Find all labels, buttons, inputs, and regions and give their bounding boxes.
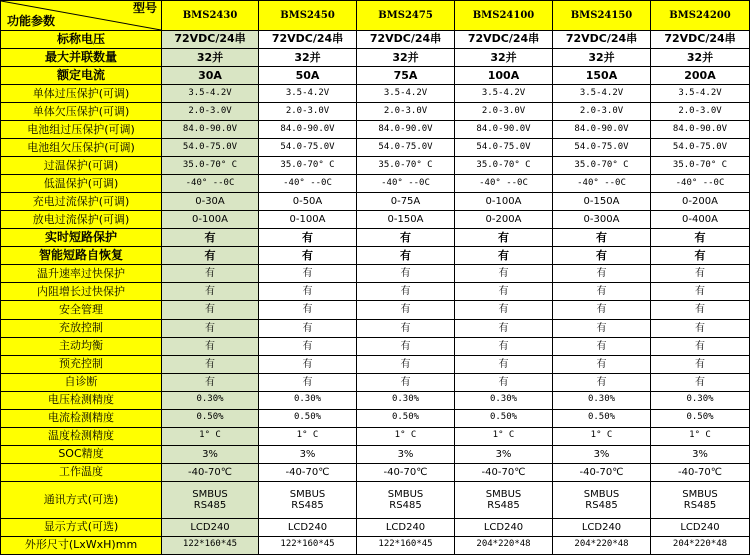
model-header: BMS2430 [162, 1, 259, 31]
spec-cell: 122*160*45 [259, 536, 357, 554]
table-row [1, 319, 750, 337]
spec-cell: 72VDC/24串 [651, 31, 750, 49]
table-row [1, 139, 750, 157]
spec-cell: LCD240 [357, 518, 455, 536]
header-row [1, 1, 750, 31]
spec-cell: 有 [259, 247, 357, 265]
spec-cell: 有 [162, 247, 259, 265]
spec-cell: 0.30% [162, 391, 259, 409]
row-label: 电池组过压保护(可调) [1, 121, 162, 139]
spec-cell: 有 [357, 229, 455, 247]
spec-body [1, 31, 750, 555]
spec-cell: 32并 [357, 49, 455, 67]
table-row [1, 193, 750, 211]
spec-cell: 有 [455, 355, 553, 373]
spec-cell: 100A [455, 67, 553, 85]
spec-cell: 有 [651, 355, 750, 373]
spec-cell: 50A [259, 67, 357, 85]
row-label: 实时短路保护 [1, 229, 162, 247]
spec-cell: LCD240 [259, 518, 357, 536]
row-label: 主动均衡 [1, 337, 162, 355]
spec-cell: 有 [651, 337, 750, 355]
spec-cell: 72VDC/24串 [162, 31, 259, 49]
spec-cell: 有 [259, 229, 357, 247]
row-label: 充放控制 [1, 319, 162, 337]
table-row [1, 373, 750, 391]
table-row [1, 175, 750, 193]
table-row [1, 337, 750, 355]
spec-cell: 0-75A [357, 193, 455, 211]
spec-cell: 72VDC/24串 [357, 31, 455, 49]
table-row [1, 247, 750, 265]
row-label: 外形尺寸(LxWxH)mm [1, 536, 162, 554]
spec-cell: -40° --0C [651, 175, 750, 193]
spec-cell: 204*220*48 [455, 536, 553, 554]
spec-cell: 有 [455, 283, 553, 301]
spec-cell: 84.0-90.0V [259, 121, 357, 139]
spec-cell: 有 [259, 265, 357, 283]
spec-cell: 有 [651, 373, 750, 391]
spec-cell: 32并 [651, 49, 750, 67]
spec-cell: 150A [553, 67, 651, 85]
spec-cell: 有 [259, 283, 357, 301]
table-row [1, 85, 750, 103]
spec-cell: -40-70℃ [162, 463, 259, 481]
spec-cell: 75A [357, 67, 455, 85]
table-row [1, 103, 750, 121]
spec-cell: 0.30% [553, 391, 651, 409]
table-row [1, 157, 750, 175]
spec-cell: 35.0-70° C [455, 157, 553, 175]
spec-cell: 3% [651, 445, 750, 463]
spec-cell: 有 [357, 247, 455, 265]
spec-cell: 32并 [259, 49, 357, 67]
spec-cell [259, 481, 357, 518]
spec-cell: 84.0-90.0V [162, 121, 259, 139]
row-label: 安全管理 [1, 301, 162, 319]
spec-cell: 54.0-75.0V [553, 139, 651, 157]
spec-cell: 有 [455, 229, 553, 247]
spec-cell: 0.50% [357, 409, 455, 427]
spec-cell: 有 [259, 337, 357, 355]
spec-cell: 2.0-3.0V [651, 103, 750, 121]
row-label: 额定电流 [1, 67, 162, 85]
table-row [1, 481, 750, 518]
spec-cell: 1° C [357, 427, 455, 445]
spec-cell: 有 [357, 301, 455, 319]
spec-cell: 0.50% [553, 409, 651, 427]
row-label: 内阻增长过快保护 [1, 283, 162, 301]
row-label: 温升速率过快保护 [1, 265, 162, 283]
spec-cell: 有 [553, 247, 651, 265]
spec-cell [455, 481, 553, 518]
spec-cell: 2.0-3.0V [455, 103, 553, 121]
spec-cell: 1° C [651, 427, 750, 445]
spec-cell: 1° C [553, 427, 651, 445]
model-header: BMS2475 [357, 1, 455, 31]
spec-cell: 35.0-70° C [651, 157, 750, 175]
spec-cell: 有 [162, 373, 259, 391]
spec-cell: 有 [455, 265, 553, 283]
spec-cell: 有 [455, 373, 553, 391]
spec-cell: 0-300A [553, 211, 651, 229]
spec-cell-line: RS485 [193, 499, 227, 511]
spec-cell: 0.30% [357, 391, 455, 409]
row-label: 单体过压保护(可调) [1, 85, 162, 103]
row-label: 预充控制 [1, 355, 162, 373]
spec-cell: 有 [357, 355, 455, 373]
spec-cell: 有 [553, 265, 651, 283]
table-row [1, 536, 750, 554]
spec-cell: 32并 [455, 49, 553, 67]
model-header: BMS24200 [651, 1, 750, 31]
spec-cell: 有 [455, 337, 553, 355]
spec-cell: 2.0-3.0V [357, 103, 455, 121]
spec-cell: LCD240 [162, 518, 259, 536]
spec-cell: 0-100A [162, 211, 259, 229]
spec-cell: 有 [162, 355, 259, 373]
row-label: 电流检测精度 [1, 409, 162, 427]
spec-cell: 有 [162, 301, 259, 319]
spec-cell: 200A [651, 67, 750, 85]
spec-cell: 0.50% [651, 409, 750, 427]
row-label: 低温保护(可调) [1, 175, 162, 193]
spec-cell: 有 [455, 301, 553, 319]
spec-cell: 35.0-70° C [553, 157, 651, 175]
spec-cell: 84.0-90.0V [651, 121, 750, 139]
spec-cell: 0.50% [162, 409, 259, 427]
spec-cell: 有 [553, 319, 651, 337]
spec-cell: 72VDC/24串 [553, 31, 651, 49]
spec-cell: 有 [357, 319, 455, 337]
table-row [1, 427, 750, 445]
spec-cell: 有 [651, 301, 750, 319]
spec-cell: 84.0-90.0V [357, 121, 455, 139]
spec-cell: 0-150A [357, 211, 455, 229]
spec-cell-line: SMBUS [289, 488, 326, 500]
spec-cell: 54.0-75.0V [162, 139, 259, 157]
spec-cell: -40° --0C [162, 175, 259, 193]
table-row [1, 518, 750, 536]
spec-cell: 1° C [259, 427, 357, 445]
spec-cell: 有 [553, 355, 651, 373]
spec-cell: 54.0-75.0V [455, 139, 553, 157]
spec-cell [162, 481, 259, 518]
spec-cell: 有 [259, 355, 357, 373]
table-row [1, 49, 750, 67]
spec-cell: 3.5-4.2V [651, 85, 750, 103]
row-label: 显示方式(可选) [1, 518, 162, 536]
table-row [1, 229, 750, 247]
table-row [1, 463, 750, 481]
spec-cell: 3% [162, 445, 259, 463]
spec-cell: -40° --0C [357, 175, 455, 193]
spec-cell: 2.0-3.0V [259, 103, 357, 121]
table-row [1, 265, 750, 283]
spec-cell: 204*220*48 [651, 536, 750, 554]
spec-cell: 35.0-70° C [162, 157, 259, 175]
row-label: 电池组欠压保护(可调) [1, 139, 162, 157]
spec-cell: 3% [259, 445, 357, 463]
spec-cell: 有 [553, 337, 651, 355]
table-row [1, 283, 750, 301]
spec-cell: 32并 [553, 49, 651, 67]
spec-cell: 32并 [162, 49, 259, 67]
spec-cell: 0.30% [259, 391, 357, 409]
spec-cell: 1° C [455, 427, 553, 445]
table-row [1, 445, 750, 463]
row-label: 充电过流保护(可调) [1, 193, 162, 211]
corner-cell [1, 1, 162, 31]
spec-cell: 3.5-4.2V [259, 85, 357, 103]
spec-cell: -40° --0C [455, 175, 553, 193]
spec-cell: 有 [357, 283, 455, 301]
spec-cell: 有 [259, 319, 357, 337]
spec-cell [357, 481, 455, 518]
model-header-label: 型号 [132, 1, 157, 15]
spec-cell: -40-70℃ [651, 463, 750, 481]
spec-cell: 有 [553, 301, 651, 319]
spec-cell: 0-400A [651, 211, 750, 229]
table-row [1, 121, 750, 139]
spec-cell: 有 [455, 247, 553, 265]
spec-cell: -40-70℃ [357, 463, 455, 481]
spec-cell: 有 [455, 319, 553, 337]
spec-cell: 72VDC/24串 [259, 31, 357, 49]
function-header-label: 功能参数 [7, 13, 56, 28]
spec-cell-line: SMBUS [485, 488, 522, 500]
spec-cell: 3% [553, 445, 651, 463]
spec-cell: 0-200A [455, 211, 553, 229]
spec-cell: 有 [651, 283, 750, 301]
spec-cell: 3.5-4.2V [162, 85, 259, 103]
spec-cell: 有 [553, 229, 651, 247]
spec-cell: 84.0-90.0V [553, 121, 651, 139]
spec-cell-line: SMBUS [583, 488, 620, 500]
spec-cell: -40-70℃ [259, 463, 357, 481]
spec-cell: 54.0-75.0V [651, 139, 750, 157]
table-row [1, 409, 750, 427]
model-header: BMS24150 [553, 1, 651, 31]
spec-cell-line: SMBUS [192, 488, 228, 500]
spec-cell: 有 [553, 373, 651, 391]
spec-cell: 有 [259, 373, 357, 391]
row-label: 单体欠压保护(可调) [1, 103, 162, 121]
spec-cell: 有 [357, 373, 455, 391]
spec-cell-line: SMBUS [682, 488, 718, 500]
spec-cell-line: RS485 [389, 499, 422, 511]
spec-cell: 0-50A [259, 193, 357, 211]
spec-cell: 3% [455, 445, 553, 463]
spec-cell: 3% [357, 445, 455, 463]
spec-cell: 3.5-4.2V [553, 85, 651, 103]
spec-cell-line: SMBUS [387, 488, 424, 500]
spec-cell: 有 [357, 337, 455, 355]
row-label: SOC精度 [1, 445, 162, 463]
spec-cell-line: RS485 [585, 499, 618, 511]
spec-cell: 54.0-75.0V [357, 139, 455, 157]
spec-cell: 204*220*48 [553, 536, 651, 554]
spec-cell: 0-100A [455, 193, 553, 211]
spec-cell: 122*160*45 [162, 536, 259, 554]
row-label: 标称电压 [1, 31, 162, 49]
table-row [1, 31, 750, 49]
spec-cell: 0.50% [455, 409, 553, 427]
spec-cell: 0.30% [455, 391, 553, 409]
spec-cell: -40° --0C [553, 175, 651, 193]
model-header: BMS2450 [259, 1, 357, 31]
spec-cell: 有 [651, 229, 750, 247]
spec-cell: 84.0-90.0V [455, 121, 553, 139]
spec-cell: -40-70℃ [553, 463, 651, 481]
spec-cell: 有 [651, 319, 750, 337]
spec-cell: 1° C [162, 427, 259, 445]
spec-cell: 72VDC/24串 [455, 31, 553, 49]
spec-cell: 有 [162, 337, 259, 355]
spec-cell: LCD240 [553, 518, 651, 536]
spec-cell: LCD240 [455, 518, 553, 536]
spec-cell: 有 [651, 265, 750, 283]
spec-cell: 0.50% [259, 409, 357, 427]
spec-cell: 35.0-70° C [259, 157, 357, 175]
spec-cell: 0-150A [553, 193, 651, 211]
spec-cell: 3.5-4.2V [455, 85, 553, 103]
spec-cell: 35.0-70° C [357, 157, 455, 175]
row-label: 放电过流保护(可调) [1, 211, 162, 229]
spec-cell: 122*160*45 [357, 536, 455, 554]
spec-cell: 有 [357, 265, 455, 283]
spec-cell-line: RS485 [683, 499, 717, 511]
table-row [1, 67, 750, 85]
row-label: 通讯方式(可选) [1, 481, 162, 518]
spec-cell: -40-70℃ [455, 463, 553, 481]
spec-cell: 0-200A [651, 193, 750, 211]
spec-cell: 有 [162, 265, 259, 283]
spec-cell-line: RS485 [291, 499, 324, 511]
spec-cell [553, 481, 651, 518]
spec-cell: 有 [162, 283, 259, 301]
row-label: 过温保护(可调) [1, 157, 162, 175]
spec-cell: 0-100A [259, 211, 357, 229]
spec-cell: 有 [651, 247, 750, 265]
spec-cell: 2.0-3.0V [162, 103, 259, 121]
row-label: 温度检测精度 [1, 427, 162, 445]
spec-cell: 0.30% [651, 391, 750, 409]
table-row [1, 211, 750, 229]
table-row [1, 391, 750, 409]
spec-cell: 54.0-75.0V [259, 139, 357, 157]
spec-cell: LCD240 [651, 518, 750, 536]
row-label: 最大并联数量 [1, 49, 162, 67]
spec-cell: 3.5-4.2V [357, 85, 455, 103]
spec-cell: 有 [162, 229, 259, 247]
row-label: 电压检测精度 [1, 391, 162, 409]
row-label: 工作温度 [1, 463, 162, 481]
spec-cell: 2.0-3.0V [553, 103, 651, 121]
table-row [1, 355, 750, 373]
spec-cell [651, 481, 750, 518]
spec-cell-line: RS485 [487, 499, 520, 511]
spec-cell: 有 [162, 319, 259, 337]
spec-cell: 有 [553, 283, 651, 301]
spec-cell: 30A [162, 67, 259, 85]
spec-cell: -40° --0C [259, 175, 357, 193]
model-header: BMS24100 [455, 1, 553, 31]
spec-cell: 有 [259, 301, 357, 319]
row-label: 自诊断 [1, 373, 162, 391]
row-label: 智能短路自恢复 [1, 247, 162, 265]
table-row [1, 301, 750, 319]
spec-cell: 0-30A [162, 193, 259, 211]
